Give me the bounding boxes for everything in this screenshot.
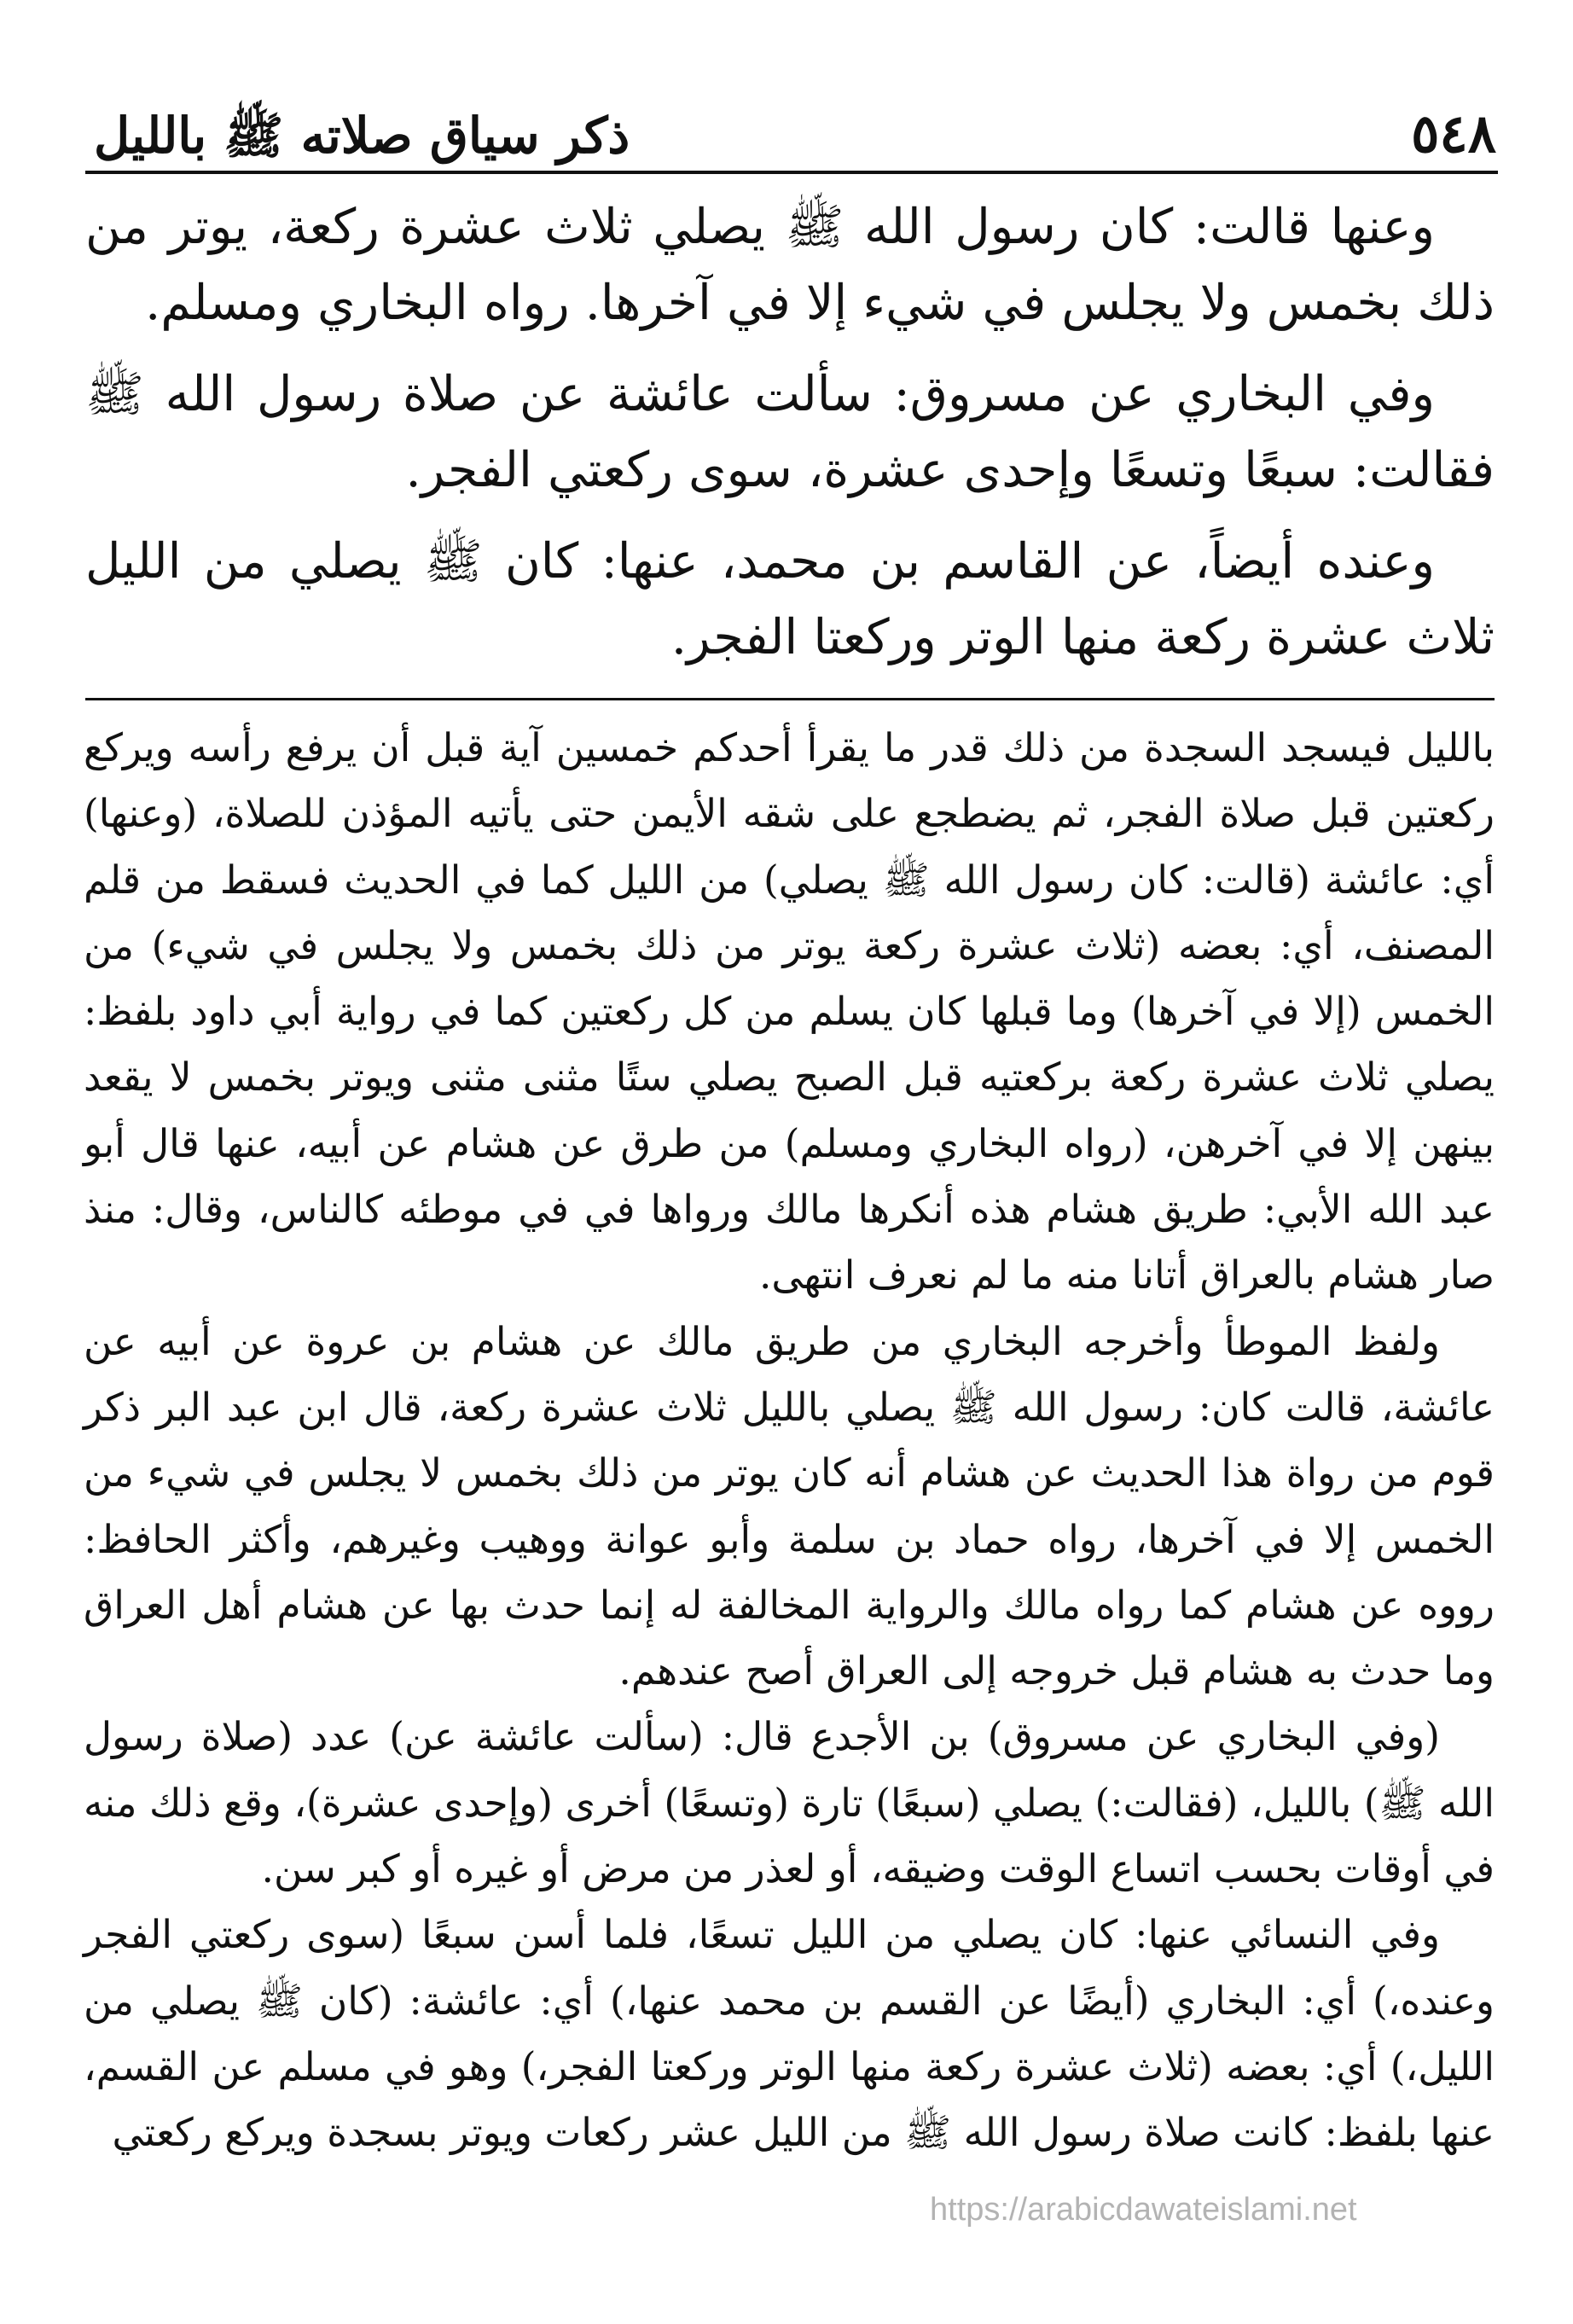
main-paragraph: وفي البخاري عن مسروق: سألت عائشة عن صلاة رسول الله ﷺ فقالت: سبعًا وتسعًا وإحدى عشرة، سوى ركعتي الفجر. (85, 366, 1495, 498)
commentary-paragraph: ولفظ الموطأ وأخرجه البخاري من طريق مالك عن هشام بن عروة عن أبيه عن عائشة، قالت كان: رسول الله ﷺ يصلي بالليل ثلاث عشرة ركعة، قال ابن عبد البر ذكر قوم من رواة هذا الحديث عن هشام أنه كان يوتر من ذلك بخمس لا يجلس في شيء من الخمس إلا في آخرها، رواه حماد بن سلمة وأبو عوانة ووهيب وغيرهم، وأكثر الحافظ: رووه عن هشام كما رواه مالك والرواية المخالفة له إنما حدث بها عن هشام أهل العراق وما حدث به هشام قبل خروجه إلى العراق أصح عندهم. (84, 1318, 1495, 1694)
commentary-paragraph: وفي النسائي عنها: كان يصلي من الليل تسعًا، فلما أسن سبعًا (سوى ركعتي الفجر وعنده،) أي: البخاري (أيضًا عن القسم بن محمد عنها،) أي: عائشة: (كان ﷺ يصلي من الليل،) أي: بعضه (ثلاث عشرة ركعة منها الوتر وركعتا الفجر،) وهو في مسلم عن القسم، عنها بلفظ: كانت صلاة رسول الله ﷺ من الليل عشر ركعات ويوتر بسجدة ويركع ركعتي (84, 1912, 1495, 2156)
commentary-paragraph: (وفي البخاري عن مسروق) بن الأجدع قال: (سألت عائشة عن) عدد (صلاة رسول الله ﷺ) بالليل، (فقالت:) يصلي (سبعًا) تارة (وتسعًا) أخرى (وإحدى عشرة)، وقع ذلك منه في أوقات بحسب اتساع الوقت وضيقه، أو لعذر من مرض أو غيره أو كبر سن. (84, 1714, 1495, 1892)
main-paragraph: وعنها قالت: كان رسول الله ﷺ يصلي ثلاث عشرة ركعة، يوتر من ذلك بخمس ولا يجلس في شيء إلا في آخرها. رواه البخاري ومسلم. (85, 199, 1495, 331)
main-text (85, 189, 1495, 691)
header-rule (85, 171, 1498, 174)
commentary-text (84, 715, 1495, 2166)
page-header (94, 67, 1496, 165)
page-number: ٥٤٨ (1411, 102, 1496, 165)
running-title: ذكر سياق صلاته ﷺ بالليل (94, 107, 630, 165)
watermark-url: https://arabicdawateislami.net (930, 2192, 1357, 2228)
main-paragraph: وعنده أيضاً، عن القاسم بن محمد، عنها: كان ﷺ يصلي من الليل ثلاث عشرة ركعة منها الوتر وركعتا الفجر. (85, 533, 1495, 665)
commentary-divider (85, 698, 1495, 700)
commentary-paragraph: بالليل فيسجد السجدة من ذلك قدر ما يقرأ أحدكم خمسين آية قبل أن يرفع رأسه ويركع ركعتين قبل صلاة الفجر، ثم يضطجع على شقه الأيمن حتى يأتيه المؤذن للصلاة، (وعنها) أي: عائشة (قالت: كان رسول الله ﷺ يصلي) من الليل كما في الحديث فسقط من قلم المصنف، أي: بعضه (ثلاث عشرة ركعة يوتر من ذلك بخمس ولا يجلس في شيء) من الخمس (إلا في آخرها) وما قبلها كان يسلم من كل ركعتين كما في رواية أبي داود بلفظ: يصلي ثلاث عشرة ركعة بركعتيه قبل الصبح يصلي ستًا مثنى مثنى ويوتر بخمس لا يقعد بينهن إلا في آخرهن، (رواه البخاري ومسلم) من طرق عن هشام عن أبيه، عنها قال أبو عبد الله الأبي: طريق هشام هذه أنكرها مالك ورواها في في موطئه كالناس، وقال: منذ صار هشام بالعراق أتانا منه ما لم نعرف انتهى. (84, 725, 1495, 1299)
